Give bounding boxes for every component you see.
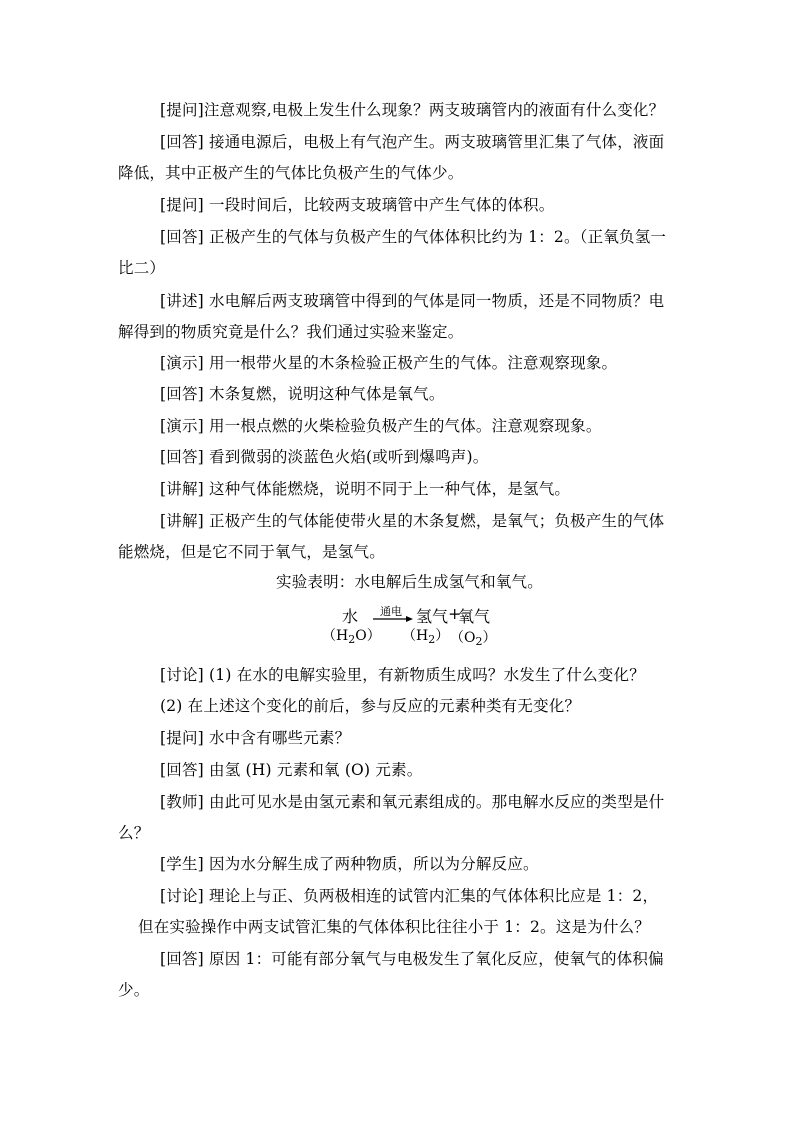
answer-oxygen: [回答] 木条复燃，说明这种气体是氧气。 (160, 385, 445, 403)
answer-bubbles: [回答] 接通电源后，电极上有气泡产生。两支玻璃管里汇集了气体，液面降低，其中正极产生的气体比负极产生的气体少。 (118, 133, 665, 182)
condition-electricity: 通电 (380, 605, 402, 618)
question-elements: [提问] 水中含有哪些元素？ (160, 729, 351, 747)
product-hydrogen: 氢气 (416, 607, 449, 626)
demo-lit-match: [演示] 用一根点燃的火柴检验负极产生的气体。注意观察现象。 (160, 417, 602, 435)
answer-volume-ratio: [回答] 正极产生的气体与负极产生的气体体积比约为 1：2。（正氧负氢一比二） (118, 228, 667, 277)
electrolysis-equation (320, 602, 520, 650)
teacher-reaction-type: [教师] 由此可见水是由氢元素和氧元素组成的。那电解水反应的类型是什么？ (118, 793, 665, 842)
reaction-arrow-icon (373, 615, 413, 623)
answer-blue-flame: [回答] 看到微弱的淡蓝色火焰(或听到爆鸣声)。 (160, 448, 489, 466)
student-decomposition: [学生] 因为水分解生成了两种物质，所以为分解反应。 (160, 855, 539, 873)
formula-water: $(H_2O)$ (322, 628, 381, 646)
answer-h-o-elements: [回答] 由氢 (H) 元素和氧 (O) 元素。 (160, 761, 423, 779)
answer-reason-one: [回答] 原因 1：可能有部分氧气与电极发生了氧化反应，使氧气的体积偏少。 (118, 950, 664, 999)
explanation-summary: [讲解] 正极产生的气体能使带火星的木条复燃，是氧气；负极产生的气体能燃烧，但是它不同于氧气，是氢气。 (118, 512, 665, 561)
reactant-water: 水 (342, 607, 359, 626)
product-oxygen: 氧气 (458, 607, 491, 626)
demo-glowing-splint: [演示] 用一根带火星的木条检验正极产生的气体。注意观察现象。 (160, 354, 618, 372)
discussion-new-substance: [讨论] (1) 在水的电解实验里，有新物质生成吗？水发生了什么变化？ (160, 666, 645, 684)
discussion-actual-ratio: 但在实验操作中两支试管汇集的气体体积比往往小于 1：2。这是为什么？ (138, 918, 650, 936)
question-compare-volume: [提问] 一段时间后，比较两支玻璃管中产生气体的体积。 (160, 196, 555, 214)
question-observe: [提问]注意观察,电极上发生什么现象？两支玻璃管内的液面有什么变化？ (160, 101, 665, 119)
discussion-element-change: (2) 在上述这个变化的前后，参与反应的元素种类有无变化？ (160, 697, 581, 715)
formula-hydrogen: $(H_2)$ (402, 628, 450, 646)
statement-identify-gas: [讲述] 水电解后两支玻璃管中得到的气体是同一物质，还是不同物质？电解得到的物质究竟是什么？我们通过实验来鉴定。 (118, 292, 665, 341)
explanation-hydrogen: [讲解] 这种气体能燃烧，说明不同于上一种气体，是氢气。 (160, 480, 571, 498)
formula-oxygen: $(O_2)$ (450, 630, 497, 648)
experiment-conclusion: 实验表明：水电解后生成氢气和氧气。 (276, 573, 543, 591)
discussion-theoretical-ratio: [讨论] 理论上与正、负两极相连的试管内汇集的气体体积比应是 1：2， (160, 887, 659, 905)
plus-sign: + (448, 604, 462, 623)
